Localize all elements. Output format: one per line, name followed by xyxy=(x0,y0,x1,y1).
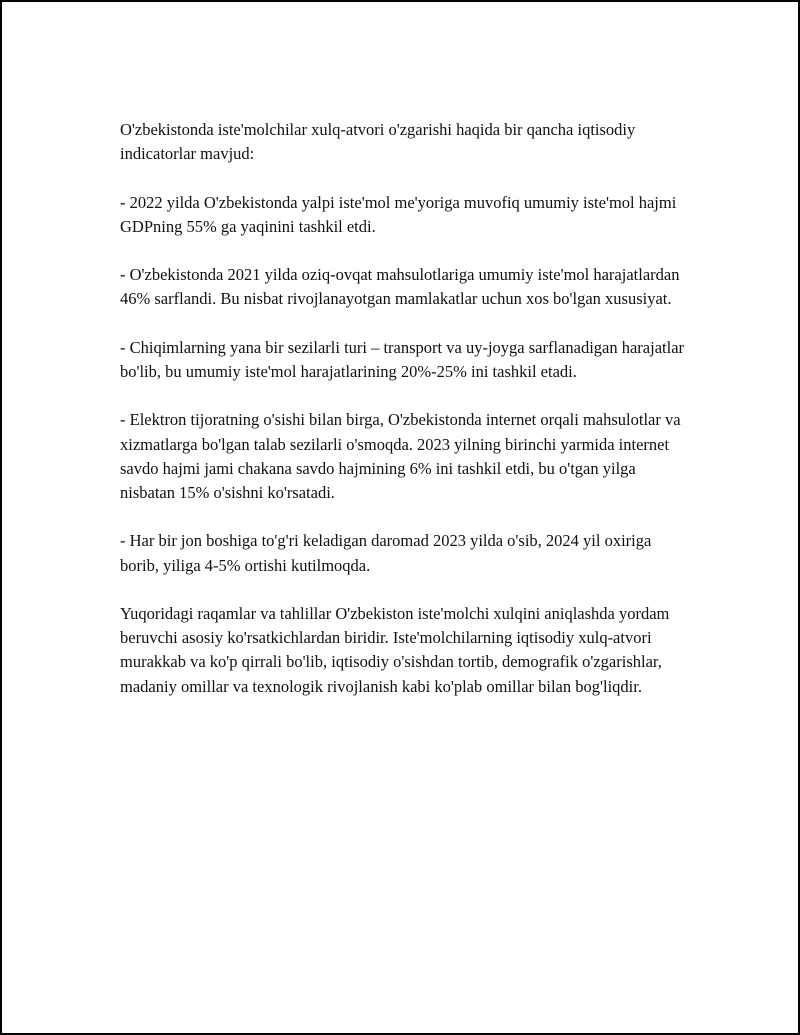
conclusion-paragraph: Yuqoridagi raqamlar va tahlillar O'zbekiston iste'molchi xulqini aniqlashda yordam beruvchi asosiy ko'rsatkichlardan biridir. Iste'molchilarning iqtisodiy xulq-atvori murakkab va ko'p qirrali bo'lib, iqtisodiy o'sishdan tortib, demografik o'zgarishlar, madaniy omillar va texnologik rivojlanish kabi ko'plab omillar bilan bog'liqdir. xyxy=(120,603,670,696)
bullet-transport-housing: - Chiqimlarning yana bir sezilarli turi – transport va uy-joyga sarflanadigan harajatlar bo'lib, bu umumiy iste'mol harajatlarining 20%-25% ini tashkil etadi. xyxy=(120,337,685,381)
bullet-income-growth: - Har bir jon boshiga to'g'ri keladigan daromad 2023 yilda o'sib, 2024 yil oxiriga borib, yiliga 4-5% ortishi kutilmoqda. xyxy=(120,531,652,575)
bullet-consumption-gdp: - 2022 yilda O'zbekistonda yalpi iste'mol me'yoriga muvofiq umumiy iste'mol hajmi GDPning 55% ga yaqinini tashkil etdi. xyxy=(120,192,677,236)
bullet-ecommerce: - Elektron tijoratning o'sishi bilan birga, O'zbekistonda internet orqali mahsulotlar va xizmatlarga bo'lgan talab sezilarli o'smoqda. 2023 yilning birinchi yarmida internet savdo hajmi jami chakana savdo hajmining 6% ini tashkil etdi, bu o'tgan yilga nisbatan 15% o'sishni ko'rsatadi. xyxy=(120,410,681,502)
bullet-food-spending: - O'zbekistonda 2021 yilda oziq-ovqat mahsulotlariga umumiy iste'mol harajatlardan 46% sarflandi. Bu nisbat rivojlanayotgan mamlakatlar uchun xos bo'lgan xususiyat. xyxy=(120,265,680,309)
intro-paragraph: O'zbekistonda iste'molchilar xulq-atvori o'zgarishi haqida bir qancha iqtisodiy indicatorlar mavjud: xyxy=(120,120,636,164)
document-body xyxy=(120,118,690,723)
